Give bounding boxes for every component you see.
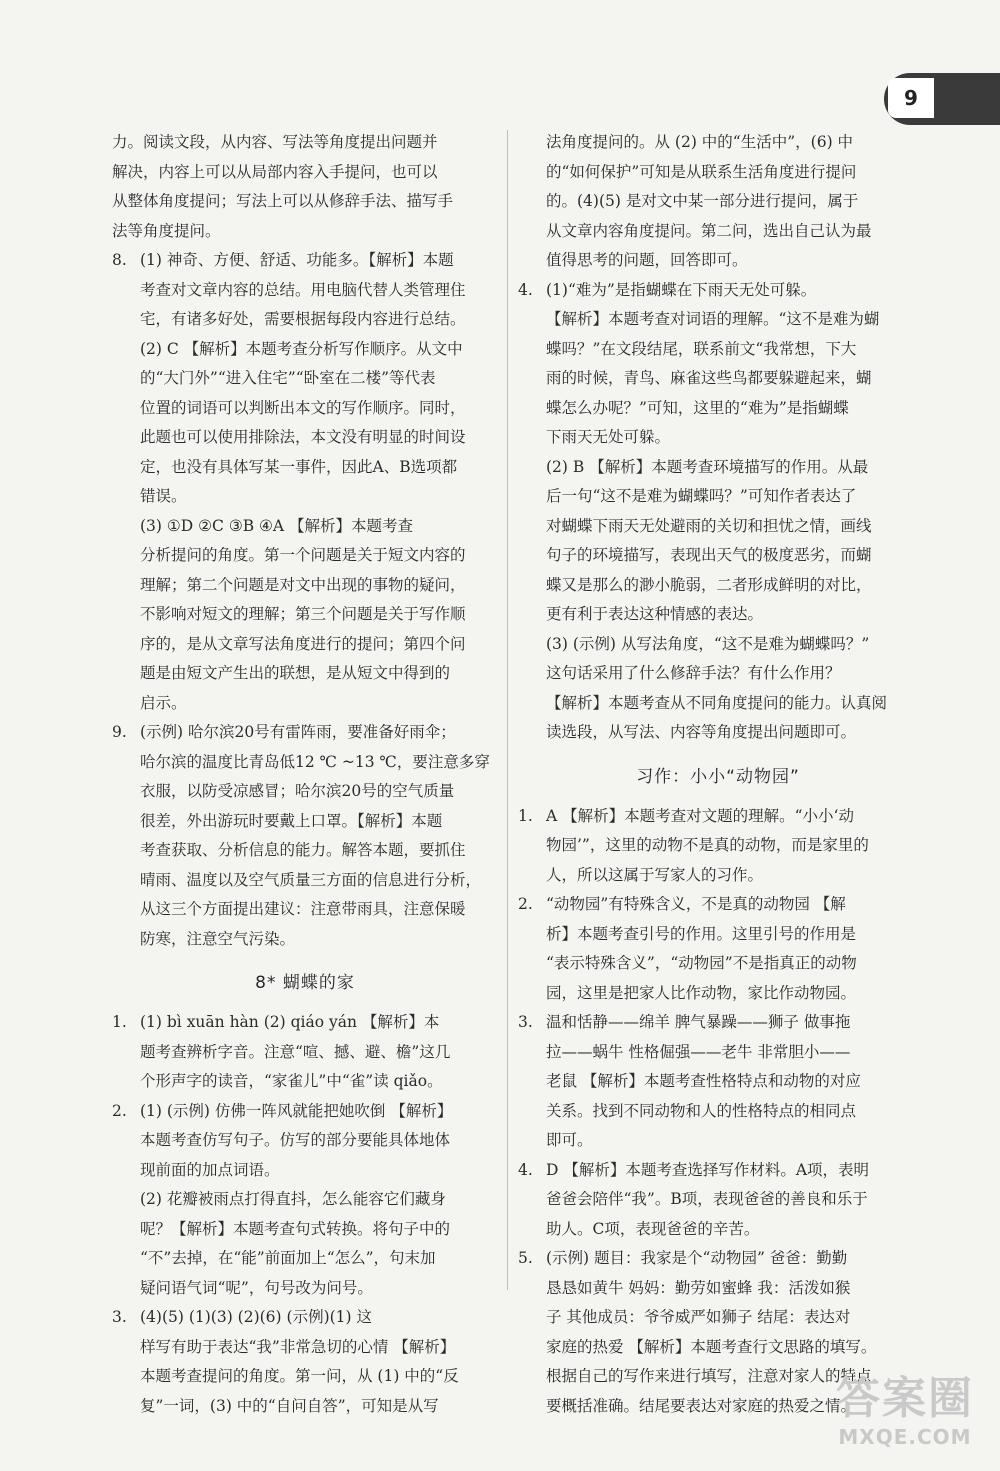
text-line: 宅，有诸多好处，需要根据每段内容进行总结。: [140, 310, 466, 328]
text-line: 哈尔滨的温度比青岛低12 ℃ ~13 ℃，要注意多穿: [140, 752, 490, 771]
text-line: 考查对文章内容的总结。用电脑代替人类管理住: [140, 280, 466, 299]
writing-item-4: [518, 1156, 918, 1245]
column-divider: [507, 130, 508, 1290]
item-number: 3.: [112, 1308, 127, 1326]
answer-item-2: [112, 1097, 498, 1304]
text-line: 此题也可以使用排除法，本文没有明显的时间设: [140, 428, 466, 446]
answer-item-4: [518, 276, 918, 748]
item-number: 4.: [518, 280, 533, 299]
text-line: 恳恳如黄牛 妈妈：勤劳如蜜蜂 我：活泼如猴: [546, 1278, 851, 1297]
text-line: (3) (示例) 从写法角度，“这不是难为蝴蝶吗？”: [546, 634, 870, 653]
item-number: 9.: [112, 723, 127, 741]
item-number: 5.: [518, 1249, 533, 1267]
text-line: 蝶吗？”在文段结尾，联系前文“我常想，下大: [546, 339, 857, 358]
text-line: 家庭的热爱 【解析】本题考查行文思路的填写。: [546, 1337, 877, 1356]
text-line: (示例) 题目：我家是个“动物园” 爸爸：勤勤: [546, 1249, 848, 1267]
watermark-url: MXQE.COM: [838, 1425, 972, 1449]
text-line: 本题考查仿写句子。仿写的部分要能具体地体: [140, 1131, 451, 1149]
section-title-butterfly-home: 8* 蝴蝶的家: [255, 973, 355, 993]
text-line: 人，所以这属于写家人的习作。: [546, 865, 764, 884]
text-line: 下雨天无处可躲。: [546, 428, 671, 446]
text-line: 读选段，从写法、内容等角度提出问题即可。: [546, 723, 857, 741]
text-line: (示例) 哈尔滨20号有雷阵雨，要准备好雨伞；: [140, 723, 456, 741]
text-line: 根据自己的写作来进行填写，注意对家人的特点: [546, 1367, 872, 1385]
text-line: (4)(5) (1)(3) (2)(6) (示例)(1) 这: [140, 1308, 372, 1326]
text-line: 助人。C项，表现爸爸的辛苦。: [546, 1219, 760, 1238]
text-line: 本题考查提问的角度。第一问，从 (1) 中的“反: [140, 1367, 459, 1385]
text-line: 子 其他成员：爷爷威严如狮子 结尾：表达对: [546, 1308, 851, 1326]
text-line: 很差，外出游玩时要戴上口罩。【解析】本题: [140, 811, 443, 830]
text-line: 即可。: [546, 1131, 593, 1149]
answer-3-continuation: [518, 128, 918, 276]
text-line: “表示特殊含义”，“动物园”不是指真正的动物: [546, 954, 857, 972]
answer-item-9: [112, 718, 498, 954]
text-line: 疑问语气词“呢”，句号改为问号。: [140, 1278, 373, 1297]
text-line: (1) (示例) 仿佛一阵风就能把她吹倒 【解析】: [140, 1101, 453, 1120]
text-line: 从整体角度提问；写法上可以从修辞手法、描写手: [112, 192, 454, 210]
text-line: 力。阅读文段，从内容、写法等角度提出问题并: [112, 133, 438, 151]
watermark-logo-text: 答案圈: [836, 1373, 974, 1424]
text-line: 的“大门外”“进入住宅”“卧室在二楼”等代表: [140, 369, 436, 387]
text-line: 关系。找到不同动物和人的性格特点的相同点: [546, 1101, 857, 1120]
text-line: 定，也没有具体写某一事件，因此A、B选项都: [140, 457, 458, 476]
right-column: [518, 128, 918, 1421]
text-line: 错误。: [140, 487, 187, 505]
text-line: 个形声字的读音，“家雀儿”中“雀”读 qiǎo。: [140, 1072, 443, 1090]
text-line: 蝶怎么办呢？”可知，这里的“难为”是指蝴蝶: [546, 398, 849, 417]
text-line: 园，这里是把家人比作动物，家比作动物园。: [546, 983, 857, 1002]
text-line: 呢？【解析】本题考查句式转换。将句子中的: [140, 1219, 451, 1238]
text-line: 【解析】本题考查对词语的理解。“这不是难为蝴: [546, 310, 880, 328]
text-line: (1) 神奇、方便、舒适、功能多。【解析】本题: [140, 251, 454, 269]
text-line: 雨的时候，青鸟、麻雀这些鸟都要躲避起来，蝴: [546, 369, 872, 387]
text-line: “动物园”有特殊含义，不是真的动物园 【解: [546, 895, 846, 913]
text-line: 考查获取、分析信息的能力。解答本题，要抓住: [140, 841, 466, 859]
text-line: 爸爸会陪伴“我”。B项，表现爸爸的善良和乐于: [546, 1190, 868, 1208]
section-title-little-zoo: 习作：小小“动物园”: [636, 766, 800, 787]
text-line: 这句话采用了什么修辞手法？有什么作用？: [546, 664, 841, 682]
text-line: 题考查辨析字音。注意“喧、撼、避、檐”这几: [140, 1042, 451, 1061]
text-line: “不”去掉，在“能”前面加上“怎么”，句末加: [140, 1249, 436, 1267]
text-line: D 【解析】本题考查选择写作材料。A项，表明: [546, 1160, 870, 1179]
site-watermark: [836, 1373, 974, 1449]
item-number: 2.: [518, 895, 533, 913]
text-line: 位置的词语可以判断出本文的写作顺序。同时，: [140, 398, 466, 417]
text-line: 题是由短文产生出的联想，是从短文中得到的: [140, 664, 451, 682]
text-line: 后一句“这不是难为蝴蝶吗？”可知作者表达了: [546, 487, 857, 505]
text-line: 衣服，以防受凉感冒；哈尔滨20号的空气质量: [140, 782, 455, 800]
text-line: 解决，内容上可以从局部内容入手提问，也可以: [112, 162, 438, 181]
item-number: 1.: [112, 1013, 127, 1031]
text-line: 样写有助于表达“我”非常急切的心情 【解析】: [140, 1337, 456, 1356]
left-column: [112, 128, 498, 1421]
item-number: 1.: [518, 806, 533, 825]
text-line: 法等角度提问。: [112, 221, 221, 240]
text-line: 蝶又是那么的渺小脆弱，二者形成鲜明的对比，: [546, 575, 872, 594]
text-line: (2) B 【解析】本题考查环境描写的作用。从最: [546, 457, 869, 476]
item-number: 3.: [518, 1013, 533, 1031]
page-number: 9: [888, 78, 934, 118]
text-line: 对蝴蝶下雨天无处避雨的关切和担忧之情，画线: [546, 516, 872, 535]
writing-item-3: [518, 1008, 918, 1156]
item-number: 8.: [112, 251, 127, 269]
text-line: 防寒，注意空气污染。: [140, 929, 296, 948]
text-line: 的“如何保护”可知是从联系生活角度进行提问: [546, 162, 857, 181]
text-line: 启示。: [140, 693, 187, 712]
text-line: 从文章内容角度提问。第二问，选出自己认为最: [546, 221, 872, 240]
text-line: 【解析】本题考查从不同角度提问的能力。认真阅: [546, 693, 888, 712]
answer-item-1: [112, 1008, 498, 1097]
text-line: 温和恬静——绵羊 脾气暴躁——狮子 做事拖: [546, 1013, 851, 1031]
text-line: A 【解析】本题考查对文题的理解。“小小‘动: [546, 806, 854, 825]
text-line: 不影响对短文的理解；第三个问题是关于写作顺: [140, 605, 466, 623]
text-line: 拉——蜗牛 性格倔强——老牛 非常胆小——: [546, 1042, 851, 1061]
writing-item-2: [518, 890, 918, 1008]
text-line: 的。(4)(5) 是对文中某一部分进行提问，属于: [546, 192, 859, 210]
text-line: 复”一词，(3) 中的“自问自答”，可知是从写: [140, 1396, 439, 1415]
text-line: 物园’”，这里的动物不是真的动物，而是家里的: [546, 836, 869, 854]
text-line: (1)“难为”是指蝴蝶在下雨天无处可躲。: [546, 280, 817, 299]
text-line: 法角度提问的。从 (2) 中的“生活中”，(6) 中: [546, 133, 854, 151]
text-line: (1) bì xuān hàn (2) qiáo yán 【解析】本: [140, 1013, 440, 1031]
text-line: 值得思考的问题，回答即可。: [546, 251, 748, 269]
text-line: 析】本题考查引号的作用。这里引号的作用是: [546, 924, 857, 943]
text-line: 晴雨、温度以及空气质量三方面的信息进行分析，: [140, 870, 482, 889]
text-line: 分析提问的角度。第一个问题是关于短文内容的: [140, 546, 466, 564]
text-line: 要概括准确。结尾要表达对家庭的热爱之情。: [546, 1396, 857, 1415]
item-number: 4.: [518, 1160, 533, 1179]
text-line: (3) ①D ②C ③B ④A 【解析】本题考查: [140, 516, 414, 535]
intro-continuation: [112, 128, 498, 246]
text-line: (2) 花瓣被雨点打得直抖，怎么能容它们藏身: [140, 1190, 446, 1208]
answer-item-3: [112, 1303, 498, 1421]
text-line: 现前面的加点词语。: [140, 1160, 280, 1179]
text-line: 从这三个方面提出建议：注意带雨具，注意保暖: [140, 900, 466, 918]
text-line: 理解；第二个问题是对文中出现的事物的疑问，: [140, 575, 466, 594]
text-line: (2) C 【解析】本题考查分析写作顺序。从文中: [140, 339, 463, 358]
text-line: 序的，是从文章写法角度进行的提问；第四个问: [140, 634, 466, 653]
text-line: 更有利于表达这种情感的表达。: [546, 605, 764, 623]
answer-item-8: [112, 246, 498, 718]
text-line: 老鼠 【解析】本题考查性格特点和动物的对应: [546, 1072, 861, 1090]
writing-item-1: [518, 802, 918, 891]
text-line: 句子的环境描写，表现出天气的极度恶劣，而蝴: [546, 546, 872, 564]
item-number: 2.: [112, 1101, 127, 1120]
